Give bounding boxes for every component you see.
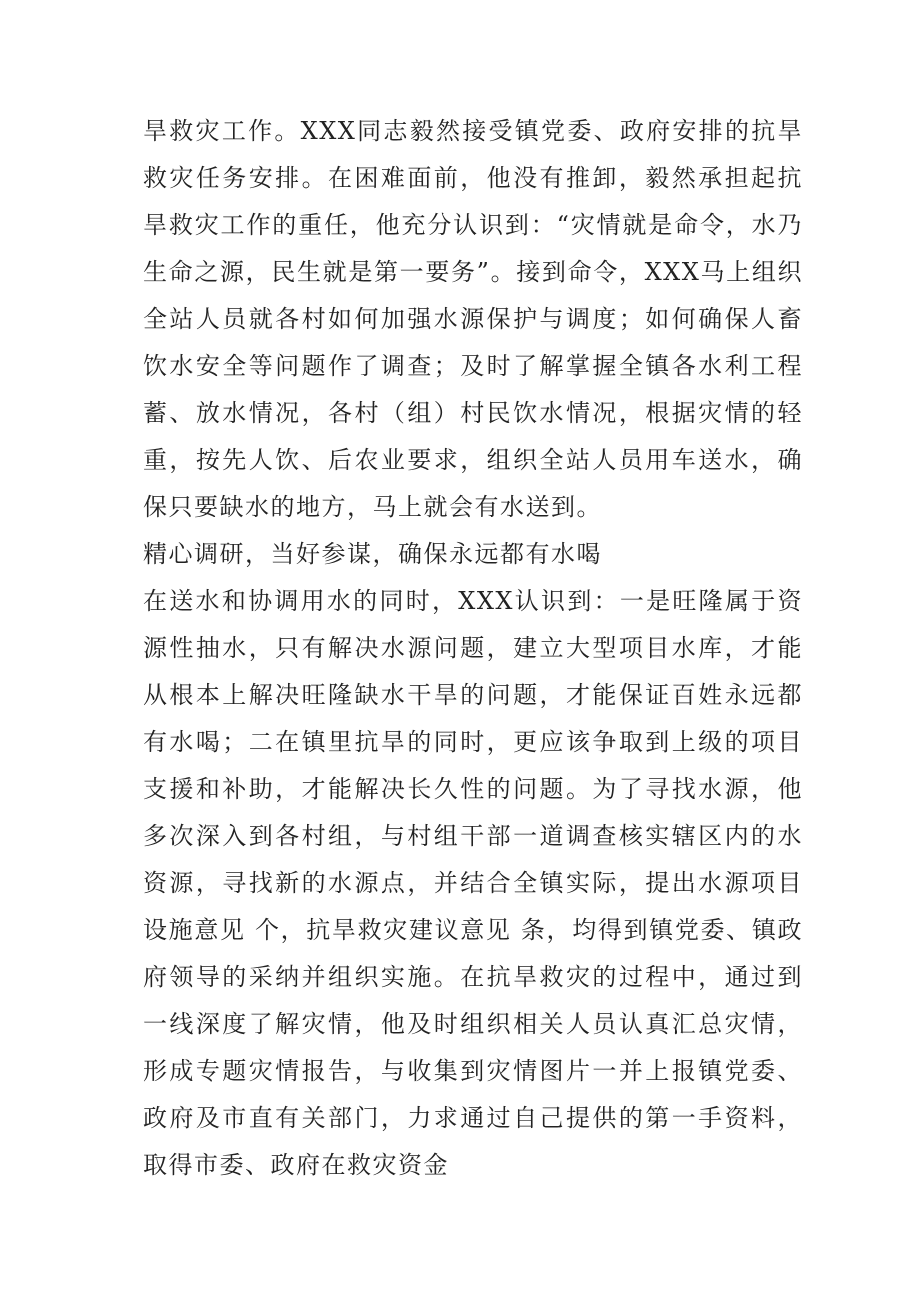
document-body xyxy=(143,108,803,1189)
paragraph-drought-relief-work: 旱救灾工作。XXX同志毅然接受镇党委、政府安排的抗旱救灾任务安排。在困难面前，他没有推卸，毅然承担起抗旱救灾工作的重任，他充分认识到：“灾情就是命令，水乃生命之源，民生就是第一要务”。接到命令，XXX马上组织全站人员就各村如何加强水源保护与调度；如何确保人畜饮水安全等问题作了调查；及时了解掌握全镇各水利工程蓄、放水情况，各村（组）村民饮水情况，根据灾情的轻重，按先人饮、后农业要求，组织全站人员用车送水，确保只要缺水的地方，马上就会有水送到。 xyxy=(143,117,803,521)
section-heading: 精心调研，当好参谋，确保永远都有水喝 xyxy=(143,540,602,568)
paragraph-research-and-advice: 在送水和协调用水的同时，XXX认识到：一是旺隆属于资源性抽水，只有解决水源问题，建立大型项目水库，才能从根本上解决旺隆缺水干旱的问题，才能保证百姓永远都有水喝；二在镇里抗旱的同时，更应该争取到上级的项目支援和补助，才能解决长久性的问题。为了寻找水源，他多次深入到各村组，与村组干部一道调查核实辖区内的水资源，寻找新的水源点，并结合全镇实际，提出水源项目设施意见 个，抗旱救灾建议意见 条，均得到镇党委、镇政府领导的采纳并组织实施。在抗旱救灾的过程中，通过到一线深度了解灾情，他及时组织相关人员认真汇总灾情，形成专题灾情报告，与收集到灾情图片一并上报镇党委、政府及市直有关部门，力求通过自己提供的第一手资料，取得市委、政府在救灾资金 xyxy=(143,587,803,1179)
